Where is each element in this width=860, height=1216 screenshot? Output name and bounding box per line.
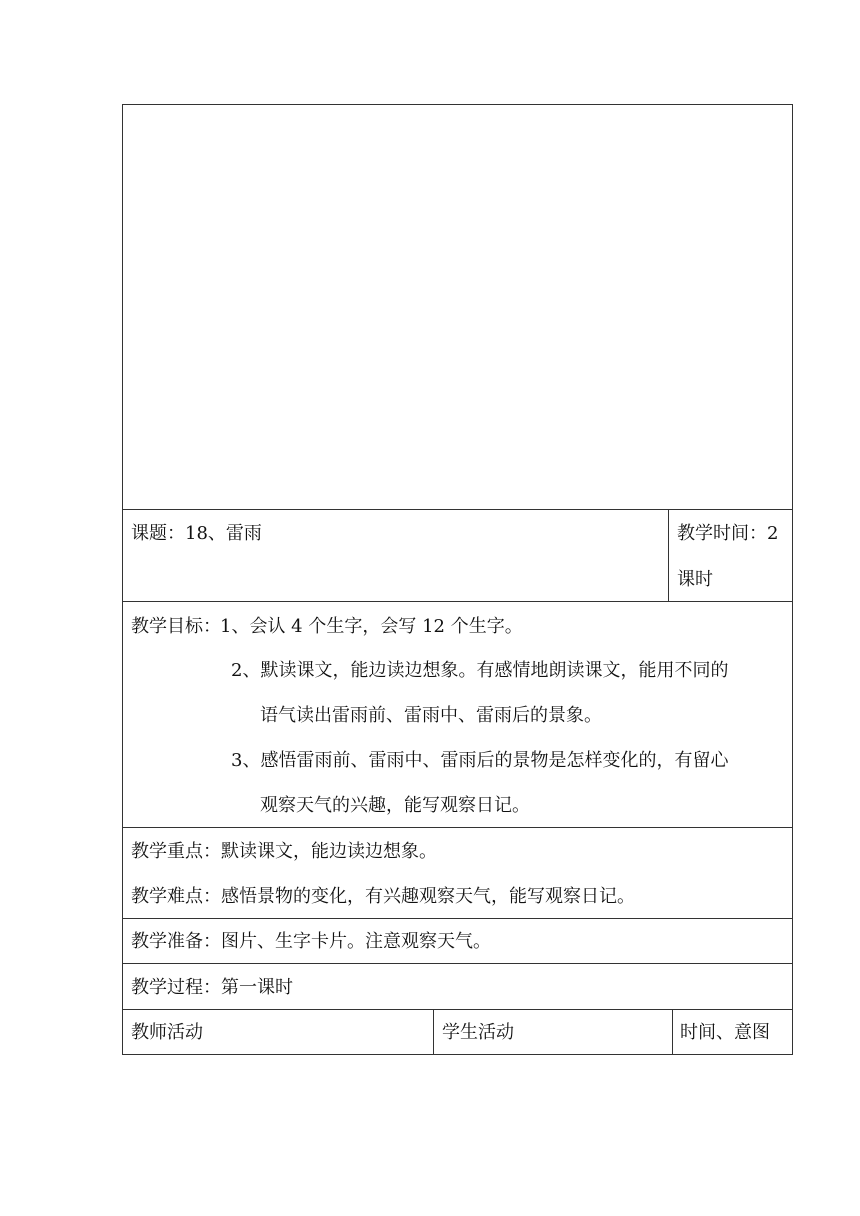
row-divider-objectives bbox=[122, 601, 793, 602]
column-student-activity: 学生活动 bbox=[442, 1022, 514, 1043]
objective-item-2-line1: 2、默读课文，能边读边想象。有感情地朗读课文，能用不同的 bbox=[231, 660, 729, 681]
difficulties: 教学难点：感悟景物的变化，有兴趣观察天气，能写观察日记。 bbox=[131, 886, 635, 907]
objective-item-3-line1: 3、感悟雷雨前、雷雨中、雷雨后的景物是怎样变化的，有留心 bbox=[231, 750, 729, 771]
process: 教学过程：第一课时 bbox=[131, 977, 293, 998]
key-points: 教学重点：默读课文，能边读边想象。 bbox=[131, 841, 437, 862]
row-divider-preparation bbox=[122, 918, 793, 919]
row-divider-topic bbox=[122, 509, 793, 510]
column-time-purpose: 时间、意图 bbox=[680, 1022, 770, 1043]
row-divider-columns bbox=[122, 1009, 793, 1010]
row-divider-keypoints bbox=[122, 827, 793, 828]
objectives-label: 教学目标： bbox=[131, 616, 221, 637]
objective-item-2-line2: 语气读出雷雨前、雷雨中、雷雨后的景象。 bbox=[260, 705, 602, 726]
col-divider-teacher-student bbox=[433, 1009, 434, 1055]
col-divider-topic-time bbox=[668, 509, 669, 601]
teaching-time-unit: 课时 bbox=[677, 569, 713, 590]
col-divider-student-time bbox=[672, 1009, 673, 1055]
column-teacher-activity: 教师活动 bbox=[131, 1022, 203, 1043]
preparation: 教学准备：图片、生字卡片。注意观察天气。 bbox=[131, 931, 491, 952]
objective-item-1: 1、会认 4 个生字，会写 12 个生字。 bbox=[220, 616, 523, 637]
row-divider-process bbox=[122, 963, 793, 964]
objective-item-3-line2: 观察天气的兴趣，能写观察日记。 bbox=[260, 795, 530, 816]
teaching-time-label: 教学时间：2 bbox=[677, 523, 779, 544]
topic-label: 课题：18、雷雨 bbox=[131, 523, 262, 544]
